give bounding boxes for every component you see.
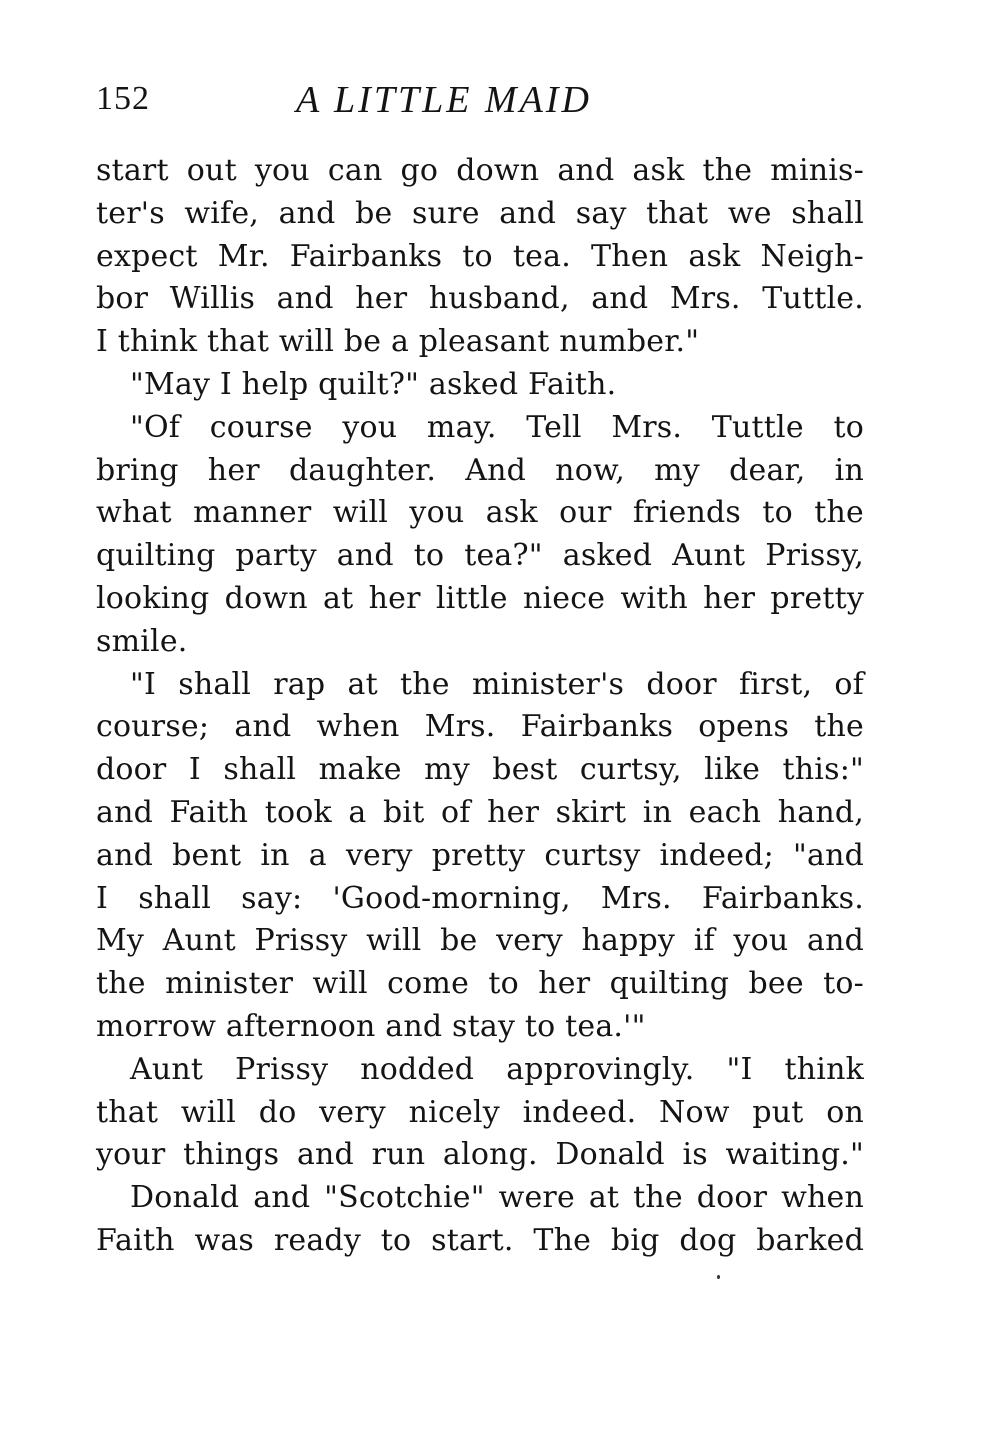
body-text [96,150,864,1263]
text-line: and Faith took a bit of her skirt in each hand, [96,794,864,830]
ink-speck [717,1275,720,1279]
text-line: I shall say: 'Good-morning, Mrs. Fairbanks. [96,880,864,916]
text-line: your things and run along. Donald is waiting." [96,1137,864,1173]
text-line: ter's wife, and be sure and say that we shall [96,195,864,231]
text-line: course; and when Mrs. Fairbanks opens the [96,709,864,745]
text-line: and bent in a very pretty curtsy indeed; "and [96,837,864,873]
text-line: morrow afternoon and stay to tea.'" [96,1008,646,1044]
page-number: 152 [96,80,150,117]
text-line: bring her daughter. And now, my dear, in [96,452,864,488]
text-line: Faith was ready to start. The big dog barked [96,1222,864,1258]
text-line: looking down at her little niece with her pretty [96,580,864,616]
text-line: door I shall make my best curtsy, like this:" [96,752,864,788]
text-line: quilting party and to tea?" asked Aunt Prissy, [96,538,864,574]
text-line: "I shall rap at the minister's door first, of [130,666,864,702]
page-header [96,78,866,128]
text-line: start out you can go down and ask the minis- [96,153,864,188]
text-line: what manner will you ask our friends to the [96,495,864,531]
text-line: Donald and "Scotchie" were at the door when [130,1180,864,1216]
text-line: that will do very nicely indeed. Now put on [96,1094,864,1130]
text-line: smile. [96,623,188,659]
text-line: the minister will come to her quilting bee to- [96,966,864,1002]
running-title: A LITTLE MAID [296,79,592,121]
text-line: I think that will be a pleasant number." [96,324,700,360]
text-line: Aunt Prissy nodded approvingly. "I think [130,1051,864,1087]
text-line: bor Willis and her husband, and Mrs. Tuttle. [96,281,864,317]
text-line: "Of course you may. Tell Mrs. Tuttle to [130,409,864,445]
text-line: "May I help quilt?" asked Faith. [130,366,617,402]
text-line: My Aunt Prissy will be very happy if you and [96,923,864,959]
text-line: expect Mr. Fairbanks to tea. Then ask Neigh- [96,238,864,274]
